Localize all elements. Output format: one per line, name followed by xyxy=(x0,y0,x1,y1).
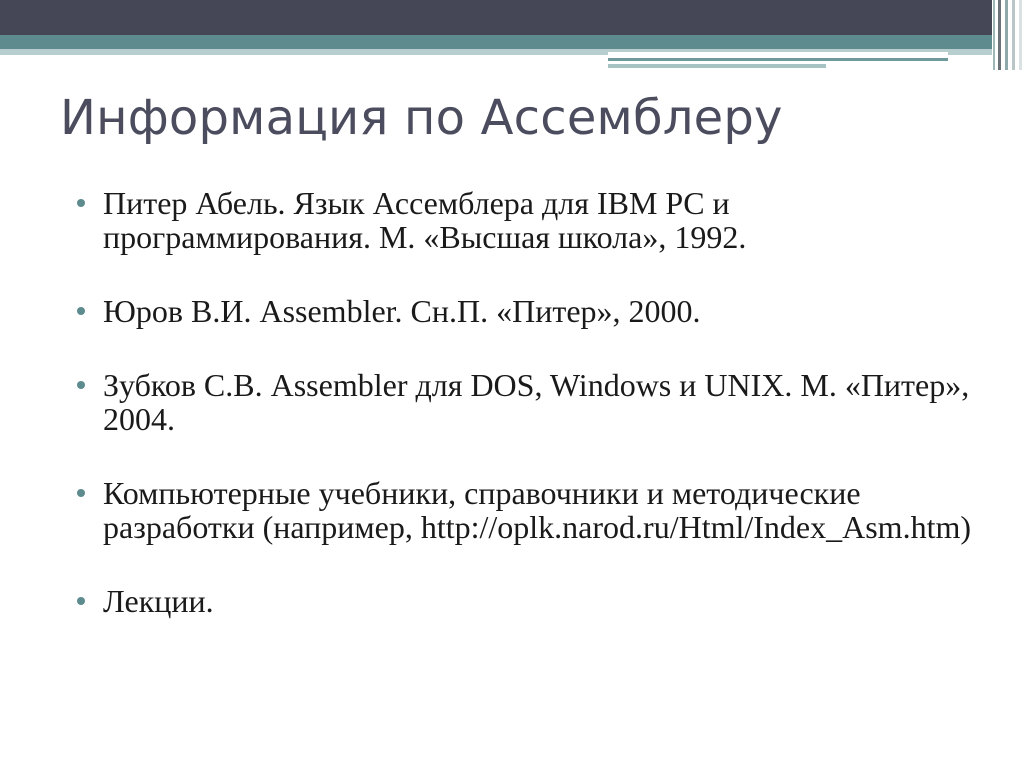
corner-stripe xyxy=(1005,0,1008,70)
corner-stripe xyxy=(993,0,995,70)
bullet-list xyxy=(75,186,975,618)
bullet-icon xyxy=(77,381,85,389)
bullet-icon xyxy=(77,489,85,497)
corner-stripe xyxy=(1012,0,1015,70)
corner-stripe xyxy=(1019,0,1022,70)
corner-stripe xyxy=(998,0,1001,70)
bullet-icon xyxy=(77,199,85,207)
bullet-item xyxy=(75,294,975,328)
header-band-dark xyxy=(0,0,1024,35)
header-accent-line-lower xyxy=(608,64,826,68)
bullet-text: Питер Абель. Язык Ассемблера для IBM PC и программирования. М. «Высшая школа», 1992. xyxy=(103,185,747,255)
bullet-text: Лекции. xyxy=(103,583,214,619)
bullet-item xyxy=(75,368,975,436)
bullet-icon xyxy=(77,307,85,315)
header-accent-line-upper xyxy=(608,58,948,61)
bullet-item xyxy=(75,186,975,254)
header-band-teal xyxy=(0,35,1024,49)
bullet-icon xyxy=(77,597,85,605)
slide-title: Информация по Ассемблеру xyxy=(60,90,783,146)
bullet-text: Зубков С.В. Assembler для DOS, Windows и UNIX. М. «Питер», 2004. xyxy=(103,367,970,437)
bullet-text: Компьютерные учебники, справочники и методические разработки (например, http://oplk.narod.ru/Html/Index_Asm.htm) xyxy=(103,475,971,545)
bullet-item xyxy=(75,584,975,618)
bullet-text: Юров В.И. Assembler. Сн.П. «Питер», 2000. xyxy=(103,293,701,329)
bullet-item xyxy=(75,476,975,544)
corner-stripes xyxy=(992,0,1024,70)
